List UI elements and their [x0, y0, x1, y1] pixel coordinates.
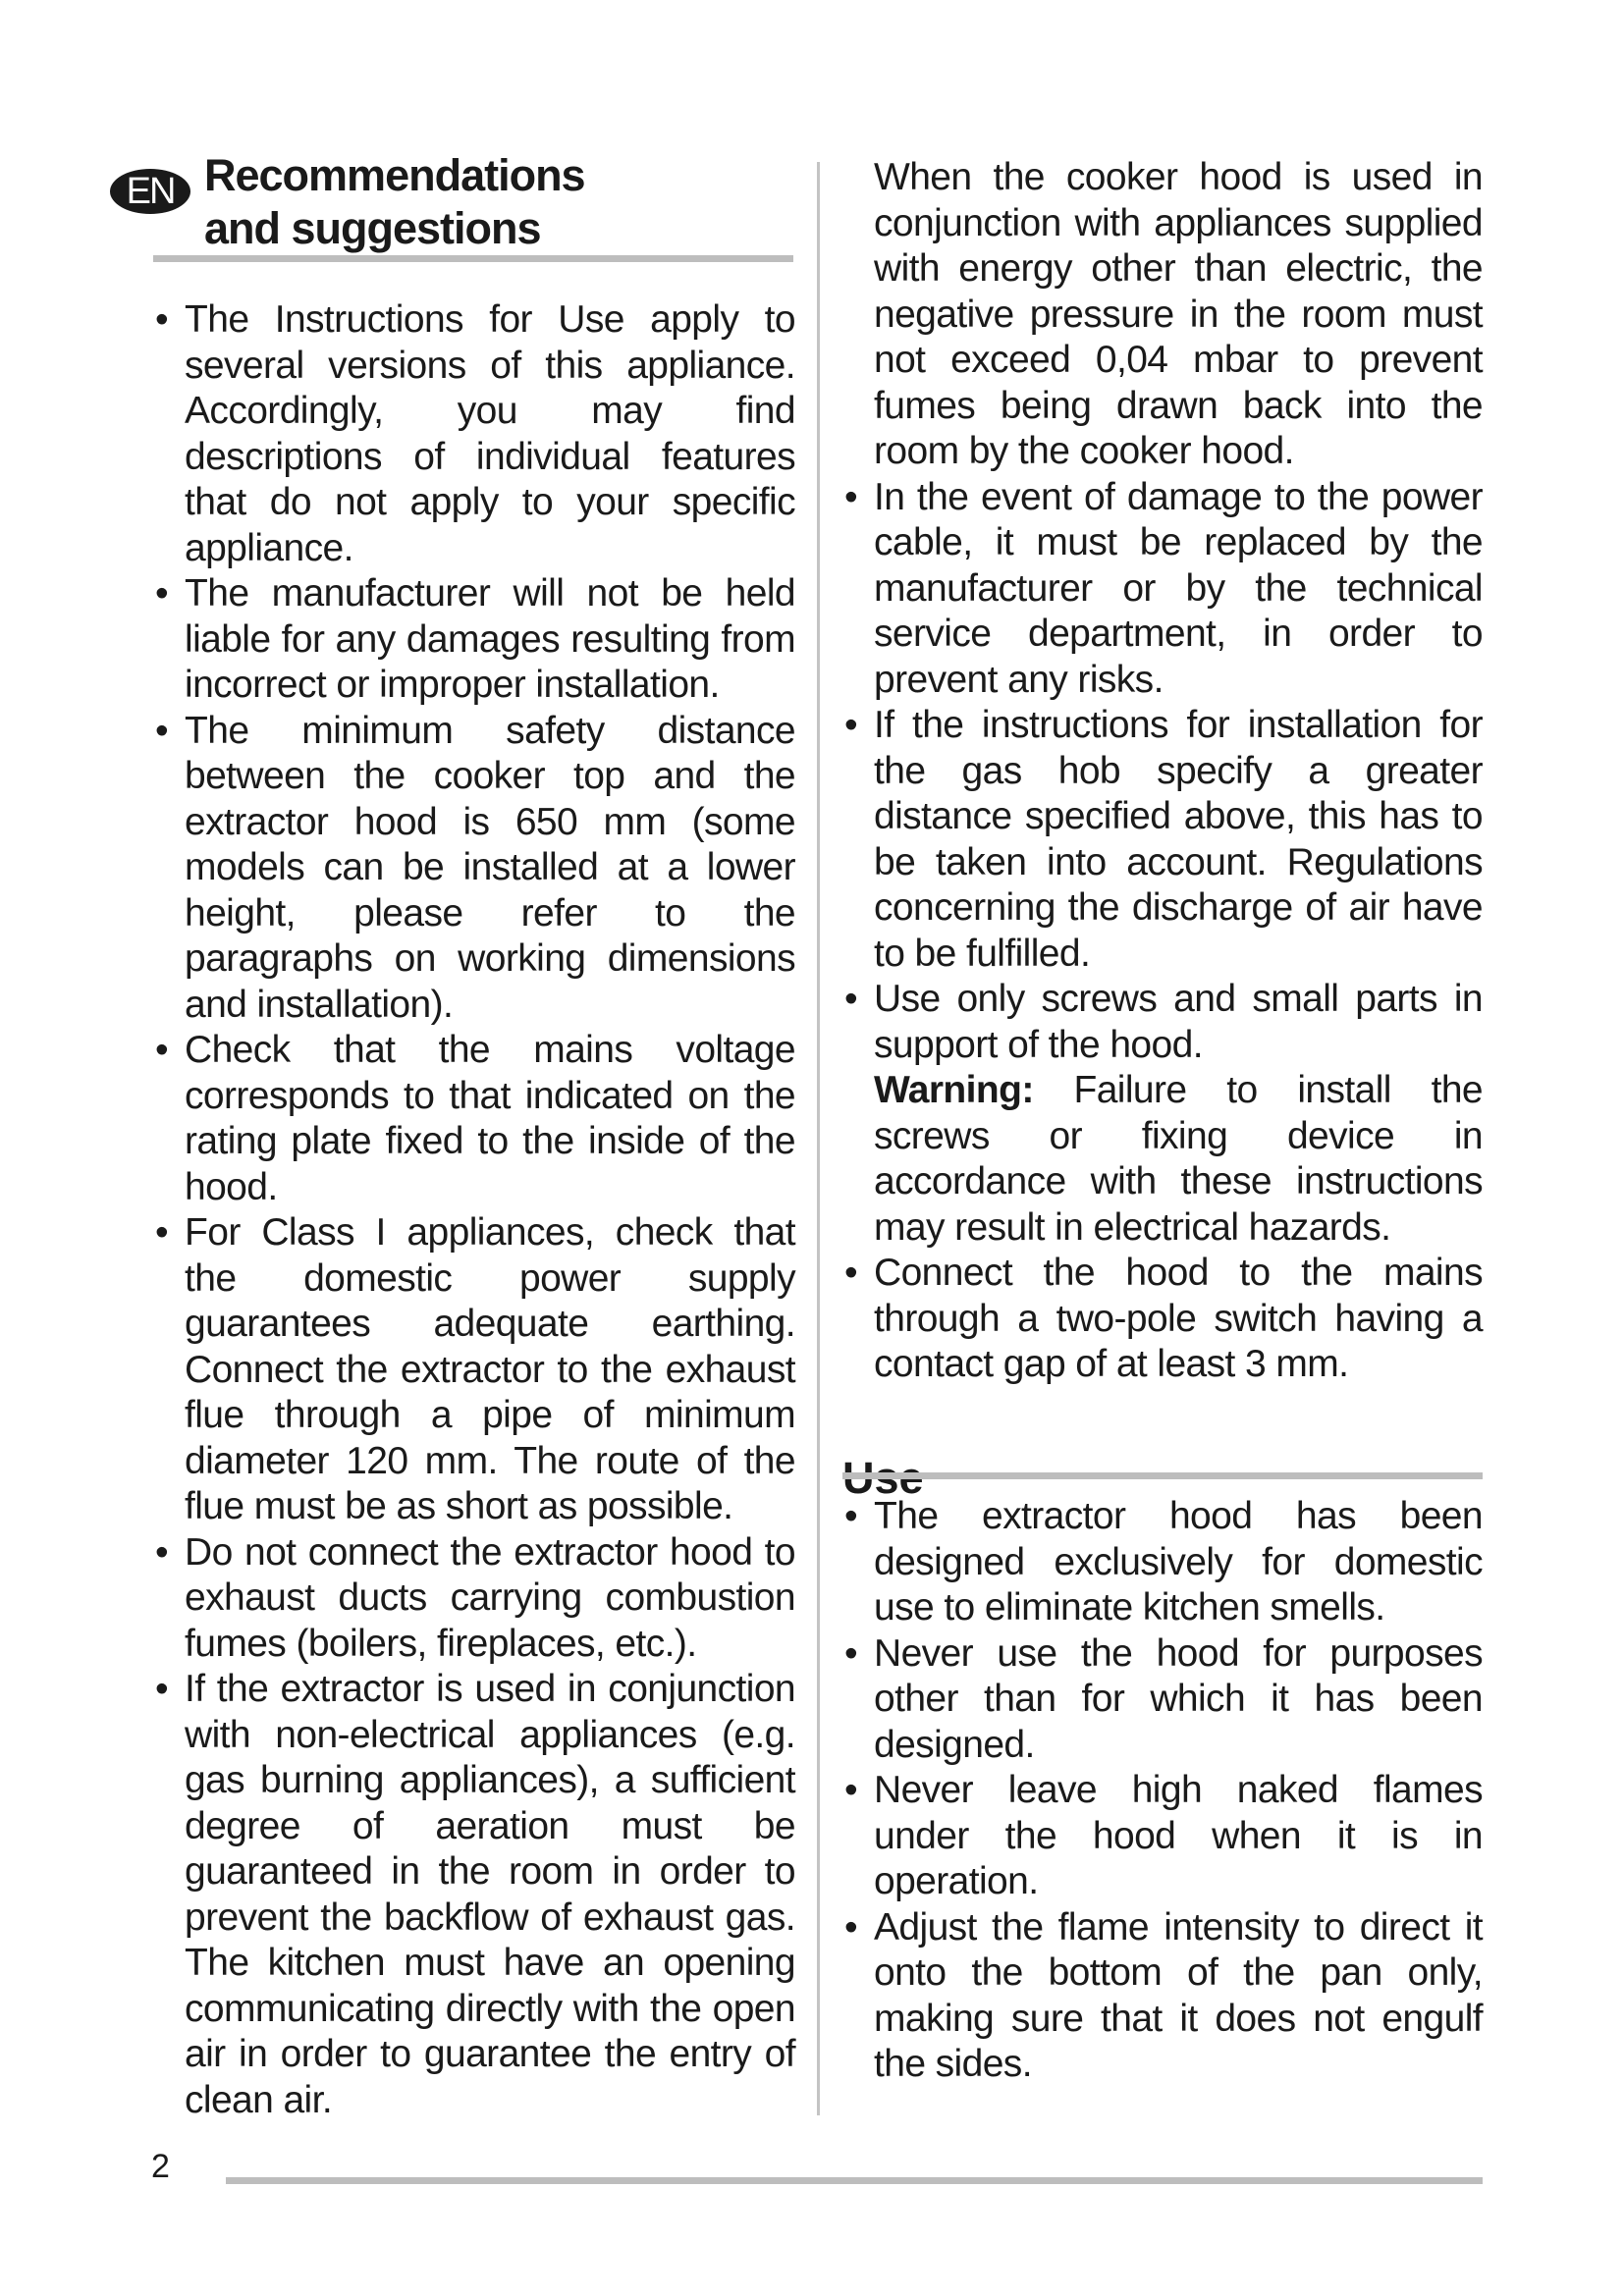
section-title-line2: and suggestions — [204, 203, 541, 253]
page-number: 2 — [151, 2148, 170, 2185]
list-item: • The manufacturer will not be held liable for any damages resulting from incorrect or improper installation. — [149, 571, 795, 709]
list-item: • If the instructions for installation for the gas hob specify a greater distance specified above, this has to be taken into account. Regulations concerning the discharge of air have to be fulfilled. — [844, 703, 1483, 977]
list-item: • Check that the mains voltage corresponds to that indicated on the rating plate fixed to the inside of the hood. — [149, 1028, 795, 1210]
section-title-line1: Recommendations — [204, 150, 585, 200]
intro-paragraph: When the cooker hood is used in conjunction with appliances supplied with energy other than electric, the negative pressure in the room must not exceed 0,04 mbar to prevent fumes being drawn back into the room by the cooker hood. — [874, 156, 1483, 472]
list-item: • In the event of damage to the power cable, it must be replaced by the manufacturer or by the technical service department, in order to prevent any risks. — [844, 475, 1483, 704]
warning-text: Failure to install the screws or fixing device in accordance with these instructions may result in electrical hazards. — [874, 1069, 1483, 1249]
list-item: • The extractor hood has been designed exclusively for domestic use to eliminate kitchen smells. — [844, 1494, 1483, 1631]
recommendations-list-continued — [844, 475, 1483, 1069]
use-list — [844, 1494, 1483, 2088]
warning-label: Warning: — [874, 1069, 1034, 1111]
list-item: • Use only screws and small parts in support of the hood. — [844, 977, 1483, 1068]
warning-paragraph — [844, 1068, 1483, 1251]
list-item: • The Instructions for Use apply to several versions of this appliance. Accordingly, you may find descriptions of individual features that do not apply to your specific appliance. — [149, 297, 795, 571]
language-badge: EN — [110, 169, 190, 214]
left-column — [149, 297, 795, 2123]
list-item: • Never leave high naked flames under the hood when it is in operation. — [844, 1768, 1483, 1905]
list-item: • For Class I appliances, check that the domestic power supply guarantees adequate earthing. Connect the extractor to the exhaust flue through a pipe of minimum diameter 120 mm. The route of the flue must be as short as possible. — [149, 1210, 795, 1530]
right-column — [844, 155, 1483, 1388]
recommendations-list — [149, 297, 795, 2123]
recommendations-list-final — [844, 1251, 1483, 1388]
list-item: • Never use the hood for purposes other than for which it has been designed. — [844, 1631, 1483, 1769]
list-item: • The minimum safety distance between the cooker top and the extractor hood is 650 mm (some models can be installed at a lower height, please refer to the paragraphs on working dimensions and installation). — [149, 709, 795, 1029]
title-underline — [153, 255, 793, 262]
list-item: • If the extractor is used in conjunction with non-electrical appliances (e.g. gas burning appliances), a sufficient degree of aeration must be guaranteed in the room in order to prevent the backflow of exhaust gas. The kitchen must have an opening communicating directly with the open air in order to guarantee the entry of clean air. — [149, 1667, 795, 2123]
use-title-underline — [842, 1472, 1483, 1479]
list-item: • Adjust the flame intensity to direct it onto the bottom of the pan only, making sure that it does not engulf the sides. — [844, 1905, 1483, 2088]
list-item: • Connect the hood to the mains through a two-pole switch having a contact gap of at least 3 mm. — [844, 1251, 1483, 1388]
use-column — [844, 1494, 1483, 2088]
list-item: • Do not connect the extractor hood to exhaust ducts carrying combustion fumes (boilers, fireplaces, etc.). — [149, 1530, 795, 1668]
column-divider — [817, 162, 820, 2115]
footer-rule — [226, 2177, 1483, 2184]
